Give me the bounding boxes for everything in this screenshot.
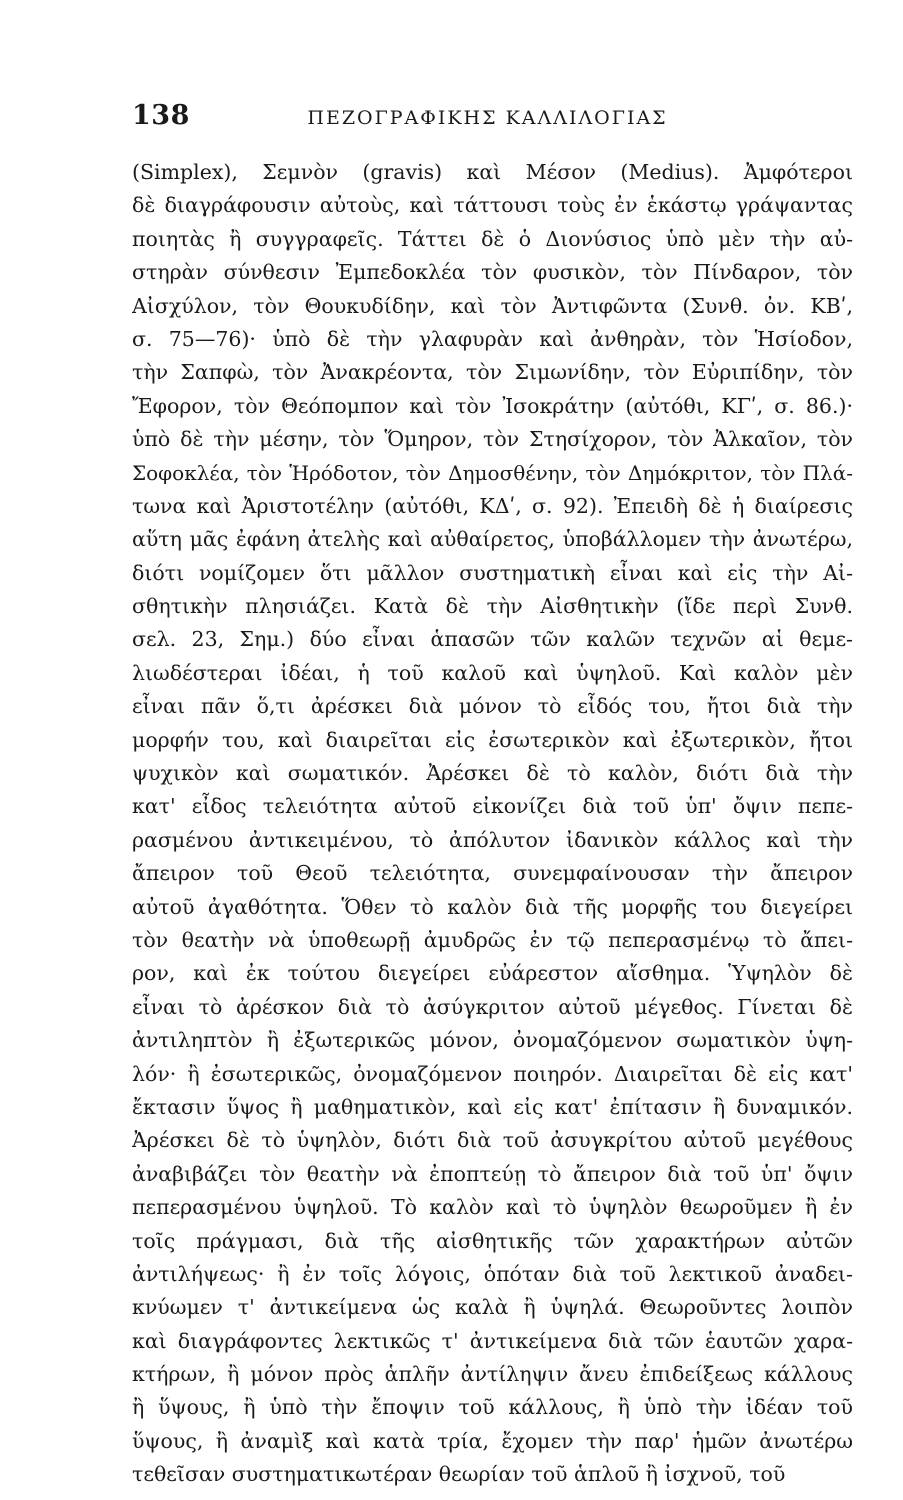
text-line: κνύωμεν τ' ἀντικείμενα ὡς καλὰ ἢ ὑψηλά. Θεωροῦντες λοιπὸν [132,1295,853,1320]
body-text [132,156,853,1492]
text-line: σθητικὴν πλησιάζει. Κατὰ δὲ τὴν Αἰσθητικὴν (ἴδε περὶ Συνθ. [132,594,853,619]
text-line: καὶ διαγράφοντες λεκτικῶς τ' ἀντικείμενα διὰ τῶν ἑαυτῶν χαρα- [132,1328,853,1353]
text-line: λιωδέστεραι ἰδέαι, ἡ τοῦ καλοῦ καὶ ὑψηλοῦ. Καὶ καλὸν μὲν [132,660,853,685]
text-line: τεθεῖσαν συστηματικωτέραν θεωρίαν τοῦ ἁπλοῦ ἢ ἰσχνοῦ, τοῦ [132,1462,786,1487]
text-line: ἀναβιβάζει τὸν θεατὴν νὰ ἐποπτεύῃ τὸ ἄπειρον διὰ τοῦ ὑπ' ὄψιν [132,1161,853,1186]
text-line: ψυχικὸν καὶ σωματικόν. Ἀρέσκει δὲ τὸ καλὸν, διότι διὰ τὴν [132,761,853,786]
text-line: τὸν θεατὴν νὰ ὑποθεωρῇ ἀμυδρῶς ἐν τῷ πεπερασμένῳ τὸ ἄπει- [132,927,853,952]
text-line: σελ. 23, Σημ.) δύο εἶναι ἁπασῶν τῶν καλῶν τεχνῶν αἱ θεμε- [132,627,853,652]
text-line: διότι νομίζομεν ὅτι μᾶλλον συστηματικὴ εἶναι καὶ εἰς τὴν Αἰ- [132,560,853,585]
text-line: ποιητὰς ἢ συγγραφεῖς. Τάττει δὲ ὁ Διονύσιος ὑπὸ μὲν τὴν αὐ- [132,226,853,251]
text-line: τοῖς πράγμασι, διὰ τῆς αἰσθητικῆς τῶν χαρακτήρων αὐτῶν [132,1228,853,1253]
text-line: εἶναι πᾶν ὅ,τι ἀρέσκει διὰ μόνον τὸ εἶδός του, ἤτοι διὰ τὴν [132,694,853,719]
text-line: Σοφοκλέα, τὸν Ἡρόδοτον, τὸν Δημοσθένην, τὸν Δημόκριτον, τὸν Πλά- [132,460,853,485]
text-line: τωνα καὶ Ἀριστοτέλην (αὐτόθι, ΚΔʹ, σ. 92). Ἐπειδὴ δὲ ἡ διαίρεσις [132,493,853,518]
text-line: ἀντιλήψεως· ἢ ἐν τοῖς λόγοις, ὁπόταν διὰ τοῦ λεκτικοῦ ἀναδει- [132,1261,853,1286]
text-line: πεπερασμένου ὑψηλοῦ. Τὸ καλὸν καὶ τὸ ὑψηλὸν θεωροῦμεν ἢ ἐν [132,1195,853,1220]
text-line: λόν· ἢ ἐσωτερικῶς, ὀνομαζόμενον ποιηρόν. Διαιρεῖται δὲ εἰς κατ' [132,1061,853,1086]
text-line: ὕψους, ἢ ἀναμὶξ καὶ κατὰ τρία, ἔχομεν τὴν παρ' ἡμῶν ἀνωτέρω [132,1428,853,1453]
text-line: ρον, καὶ ἐκ τούτου διεγείρει εὐάρεστον αἴσθημα. Ὑψηλὸν δὲ [132,961,853,986]
text-line: Αἰσχύλον, τὸν Θουκυδίδην, καὶ τὸν Ἀντιφῶντα (Συνθ. ὀν. ΚΒʹ, [132,293,853,318]
running-head: ΠΕΖΟΓΡΑΦΙΚΗΣ ΚΑΛΛΙΛΟΓΙΑΣ [307,107,668,129]
text-line: στηρὰν σύνθεσιν Ἐμπεδοκλέα τὸν φυσικὸν, τὸν Πίνδαρον, τὸν [132,260,853,285]
text-line: σ. 75—76)· ὑπὸ δὲ τὴν γλαφυρὰν καὶ ἀνθηρὰν, τὸν Ἡσίοδον, [132,326,853,351]
text-line: ρασμένου ἀντικειμένου, τὸ ἀπόλυτον ἰδανικὸν κάλλος καὶ τὴν [132,827,853,852]
text-line: αὕτη μᾶς ἐφάνη ἀτελὴς καὶ αὐθαίρετος, ὑποβάλλομεν τὴν ἀνωτέρω, [132,527,853,552]
text-line: ἢ ὕψους, ἢ ὑπὸ τὴν ἔποψιν τοῦ κάλλους, ἢ ὑπὸ τὴν ἰδέαν τοῦ [132,1395,853,1420]
text-line: Ἔφορον, τὸν Θεόπομπον καὶ τὸν Ἰσοκράτην (αὐτόθι, ΚΓʹ, σ. 86.)· [132,393,853,418]
text-line: δὲ διαγράφουσιν αὐτοὺς, καὶ τάττουσι τοὺς ἐν ἑκάστῳ γράψαντας [132,193,853,218]
text-line: κατ' εἶδος τελειότητα αὐτοῦ εἰκονίζει διὰ τοῦ ὑπ' ὄψιν πεπε- [132,794,853,819]
text-line: (Simplex), Σεμνὸν (gravis) καὶ Μέσον (Medius). Ἀμφότεροι [132,160,853,184]
text-line: κτήρων, ἢ μόνον πρὸς ἁπλῆν ἀντίληψιν ἄνευ ἐπιδείξεως κάλλους [132,1362,853,1387]
text-line: ὑπὸ δὲ τὴν μέσην, τὸν Ὅμηρον, τὸν Στησίχορον, τὸν Ἀλκαῖον, τὸν [132,427,853,452]
text-line: ἀντιληπτὸν ἢ ἐξωτερικῶς μόνον, ὀνομαζόμενον σωματικὸν ὑψη- [132,1028,853,1053]
text-line: ἄπειρον τοῦ Θεοῦ τελειότητα, συνεμφαίνουσαν τὴν ἄπειρον [132,861,853,886]
text-line: μορφήν του, καὶ διαιρεῖται εἰς ἐσωτερικὸν καὶ ἐξωτερικὸν, ἤτοι [132,727,853,752]
page-header [132,100,853,152]
text-line: ἔκτασιν ὕψος ἢ μαθηματικὸν, καὶ εἰς κατ' ἐπίτασιν ἢ δυναμικόν. [132,1094,853,1119]
text-line: τὴν Σαπφὼ, τὸν Ἀνακρέοντα, τὸν Σιμωνίδην, τὸν Εὐριπίδην, τὸν [132,360,853,385]
text-line: Ἀρέσκει δὲ τὸ ὑψηλὸν, διότι διὰ τοῦ ἀσυγκρίτου αὐτοῦ μεγέθους [132,1128,853,1153]
page-number: 138 [132,100,190,131]
text-line: εἶναι τὸ ἀρέσκον διὰ τὸ ἀσύγκριτον αὐτοῦ μέγεθος. Γίνεται δὲ [132,994,853,1019]
text-line: αὐτοῦ ἀγαθότητα. Ὅθεν τὸ καλὸν διὰ τῆς μορφῆς του διεγείρει [132,894,853,919]
